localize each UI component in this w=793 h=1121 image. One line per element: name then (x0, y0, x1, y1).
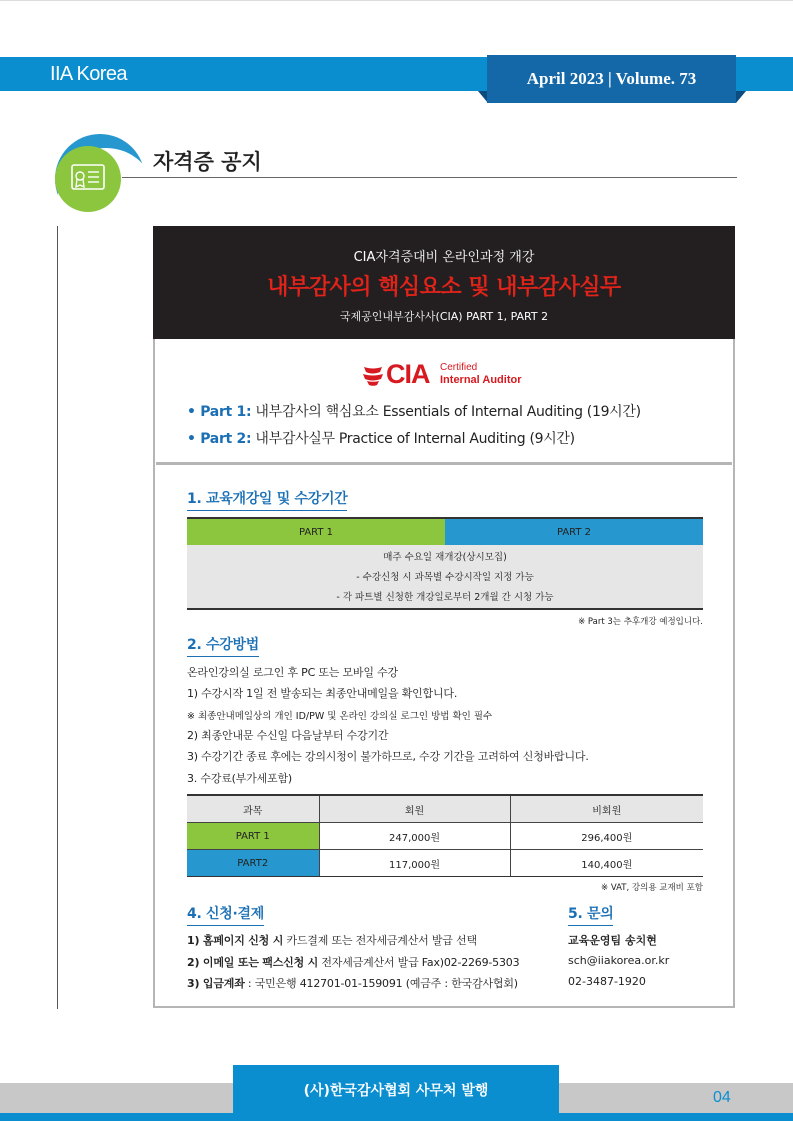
schedule-line-3: - 각 파트별 신청한 개강일로부터 2개월 간 시청 가능 (336, 592, 554, 603)
part-2-text: 내부감사실무 Practice of Internal Auditing (9시간) (251, 431, 575, 447)
apply-line-1 (187, 932, 477, 948)
fee-header-row (187, 795, 703, 823)
apply-line-3-label: 3) 입금계좌 (187, 977, 245, 990)
footer-publisher: (사)한국감사협회 사무처 발행 (233, 1065, 559, 1115)
top-border (0, 0, 793, 1)
fee-member-part2: 117,000원 (319, 850, 510, 877)
fee-note: ※ VAT, 강의용 교재비 포함 (601, 883, 703, 893)
fee-table (187, 794, 703, 877)
apply-line-1-text: 카드결제 또는 전자세금계산서 발급 선택 (283, 934, 477, 947)
certificate-icon (55, 146, 121, 212)
brand-name: IIA Korea (50, 63, 127, 85)
banner-pretitle: CIA자격증대비 온라인과정 개강 (353, 250, 535, 265)
fee-member-part1: 247,000원 (319, 823, 510, 850)
schedule-bottom-rule (187, 608, 703, 610)
fee-nonmember-part2: 140,400원 (510, 850, 703, 877)
apply-line-3 (187, 975, 518, 991)
apply-line-2 (187, 954, 519, 970)
section-rule (122, 177, 737, 178)
schedule-note: ※ Part 3는 추후개강 예정입니다. (578, 617, 703, 627)
apply-heading: 4. 신청·결제 (187, 903, 264, 926)
apply-line-1-label: 1) 홈페이지 신청 시 (187, 934, 284, 947)
method-line-3: ※ 최종안내메일상의 개인 ID/PW 및 온라인 강의실 로그인 방법 확인 필수 (187, 711, 493, 722)
fee-header-member: 회원 (319, 795, 510, 823)
fee-header-subject: 과목 (187, 795, 319, 823)
part-2-line (187, 428, 575, 448)
section-title: 자격증 공지 (153, 150, 262, 174)
issue-label: April 2023 | Volume. 73 (487, 55, 736, 103)
apply-line-3-text: : 국민은행 412701-01-159091 (예금주 : 한국감사협회) (244, 977, 518, 990)
fee-nonmember-part1: 296,400원 (510, 823, 703, 850)
cia-logo-icon (362, 363, 384, 387)
method-line-4: 2) 최종안내문 수신일 다음날부터 수강기간 (187, 729, 389, 742)
banner-title: 내부감사의 핵심요소 및 내부감사실무 (267, 275, 621, 300)
apply-line-2-label: 2) 이메일 또는 팩스신청 시 (187, 956, 319, 969)
cia-logo (362, 361, 542, 391)
schedule-col-part2: PART 2 (445, 519, 703, 545)
contact-team: 교육운영팀 송치현 (568, 934, 657, 947)
table-row (187, 823, 703, 850)
contact-email[interactable]: sch@iiakorea.or.kr (568, 954, 670, 967)
schedule-col-part1: PART 1 (187, 519, 445, 545)
table-row (187, 850, 703, 877)
part-1-label: • Part 1: (187, 404, 252, 420)
part-1-text: 내부감사의 핵심요소 Essentials of Internal Auditing (19시간) (251, 404, 641, 420)
part-2-label: • Part 2: (187, 431, 252, 447)
method-heading: 2. 수강방법 (187, 634, 259, 657)
method-line-1: 온라인강의실 로그인 후 PC 또는 모바일 수강 (187, 666, 398, 679)
schedule-line-2: - 수강신청 시 과목별 수강시작일 지정 가능 (356, 572, 534, 583)
method-line-2: 1) 수강시작 1일 전 발송되는 최종안내메일을 확인합니다. (187, 687, 458, 700)
schedule-line-1: 매주 수요일 재개강(상시모집) (383, 552, 507, 563)
part-1-line (187, 401, 641, 421)
method-line-6: 3. 수강료(부가세포함) (187, 772, 292, 785)
issue-fold-right (736, 91, 746, 103)
banner-subtitle: 국제공인내부감사사(CIA) PART 1, PART 2 (339, 310, 549, 323)
contact-heading: 5. 문의 (568, 903, 613, 926)
fee-subject-part1: PART 1 (187, 823, 319, 850)
page-number: 04 (713, 1089, 731, 1106)
method-line-5: 3) 수강기간 종료 후에는 강의시청이 불가하므로, 수강 기간을 고려하여 신청바랍니다. (187, 750, 589, 763)
left-margin-rule (57, 226, 58, 1009)
card-divider (156, 462, 732, 465)
fee-subject-part2: PART2 (187, 850, 319, 877)
cia-logo-line2: Internal Auditor (440, 374, 522, 386)
fee-header-nonmember: 비회원 (510, 795, 703, 823)
cia-logo-line1: Certified (440, 362, 478, 373)
cia-logo-mark: CIA (386, 359, 430, 389)
apply-line-2-text: 전자세금계산서 발급 Fax)02-2269-5303 (318, 956, 520, 969)
schedule-heading: 1. 교육개강일 및 수강기간 (187, 488, 347, 511)
contact-phone[interactable]: 02-3487-1920 (568, 975, 646, 988)
